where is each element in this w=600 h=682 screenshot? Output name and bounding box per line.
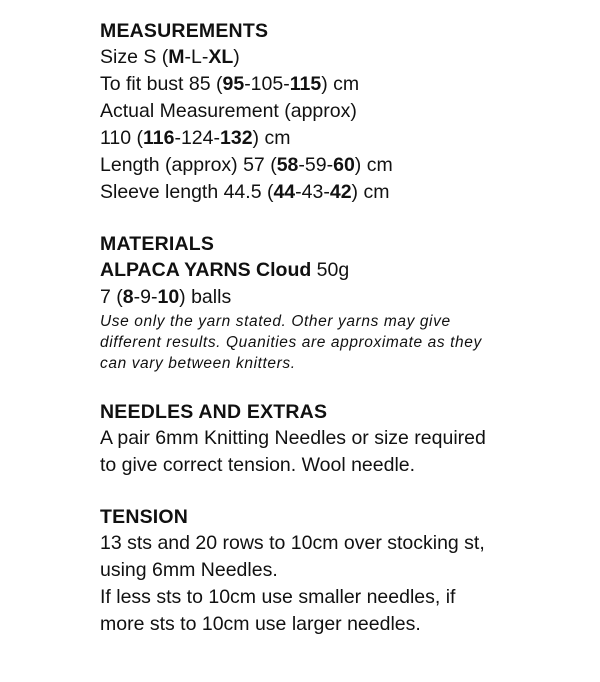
balls-xl: 10 xyxy=(157,286,180,308)
length-l: -59- xyxy=(298,154,334,176)
materials-heading: MATERIALS xyxy=(100,233,215,255)
tension-text-line: more sts to 10cm use larger needles. xyxy=(100,613,421,635)
tension-heading: TENSION xyxy=(100,506,189,528)
tension-text-line: 13 sts and 20 rows to 10cm over stocking st, xyxy=(100,532,485,554)
length-prefix: Length (approx) 57 ( xyxy=(100,154,277,176)
actual-xl: 132 xyxy=(220,127,253,149)
size-m: M xyxy=(168,46,185,68)
size-line xyxy=(100,44,580,71)
yarn-line xyxy=(100,257,580,284)
balls-m: 8 xyxy=(122,286,134,308)
sleeve-xl: 42 xyxy=(329,181,352,203)
yarn-name: ALPACA YARNS Cloud xyxy=(100,259,312,281)
tension-text-line: using 6mm Needles. xyxy=(100,559,278,581)
needles-text-line: to give correct tension. Wool needle. xyxy=(100,454,416,476)
bust-l: -105- xyxy=(244,73,290,95)
size-l: -L- xyxy=(184,46,209,68)
balls-l: -9- xyxy=(133,286,158,308)
tension-text-line: If less sts to 10cm use smaller needles, if xyxy=(100,586,456,608)
balls-line xyxy=(100,284,580,311)
sleeve-l: -43- xyxy=(295,181,330,203)
bust-prefix: To fit bust 85 ( xyxy=(100,73,223,95)
yarn-note-line: different results. Quanities are approximate as they xyxy=(100,334,482,351)
yarn-weight: 50g xyxy=(311,259,350,281)
tension-section xyxy=(100,504,580,638)
actual-label-line: Actual Measurement (approx) xyxy=(100,100,357,122)
balls-prefix: 7 ( xyxy=(100,286,123,308)
bust-xl: 115 xyxy=(289,73,322,95)
measurements-heading: MEASUREMENTS xyxy=(100,20,269,42)
actual-l: -124- xyxy=(174,127,220,149)
actual-m: 116 xyxy=(143,127,175,149)
measurements-section xyxy=(100,18,580,206)
length-line xyxy=(100,152,580,179)
pattern-content xyxy=(100,18,580,663)
actual-suffix: ) cm xyxy=(252,127,291,149)
size-suffix: ) xyxy=(233,46,240,68)
balls-suffix: ) balls xyxy=(179,286,232,308)
sleeve-prefix: Sleeve length 44.5 ( xyxy=(100,181,274,203)
yarn-note-line: Use only the yarn stated. Other yarns may give xyxy=(100,313,451,330)
sleeve-suffix: ) cm xyxy=(351,181,390,203)
sleeve-line xyxy=(100,179,580,206)
actual-prefix: 110 ( xyxy=(100,127,143,149)
needles-text-line: A pair 6mm Knitting Needles or size required xyxy=(100,427,486,449)
bust-m: 95 xyxy=(222,73,245,95)
sleeve-m: 44 xyxy=(273,181,296,203)
needles-section xyxy=(100,399,580,479)
materials-section xyxy=(100,231,580,374)
size-prefix: Size S ( xyxy=(100,46,169,68)
yarn-note-line: can vary between knitters. xyxy=(100,355,296,372)
needles-heading: NEEDLES AND EXTRAS xyxy=(100,401,328,423)
length-m: 58 xyxy=(276,154,299,176)
size-xl: XL xyxy=(208,46,234,68)
length-suffix: ) cm xyxy=(354,154,393,176)
length-xl: 60 xyxy=(333,154,355,176)
bust-suffix: ) cm xyxy=(321,73,360,95)
actual-line xyxy=(100,125,580,152)
bust-line xyxy=(100,71,580,98)
